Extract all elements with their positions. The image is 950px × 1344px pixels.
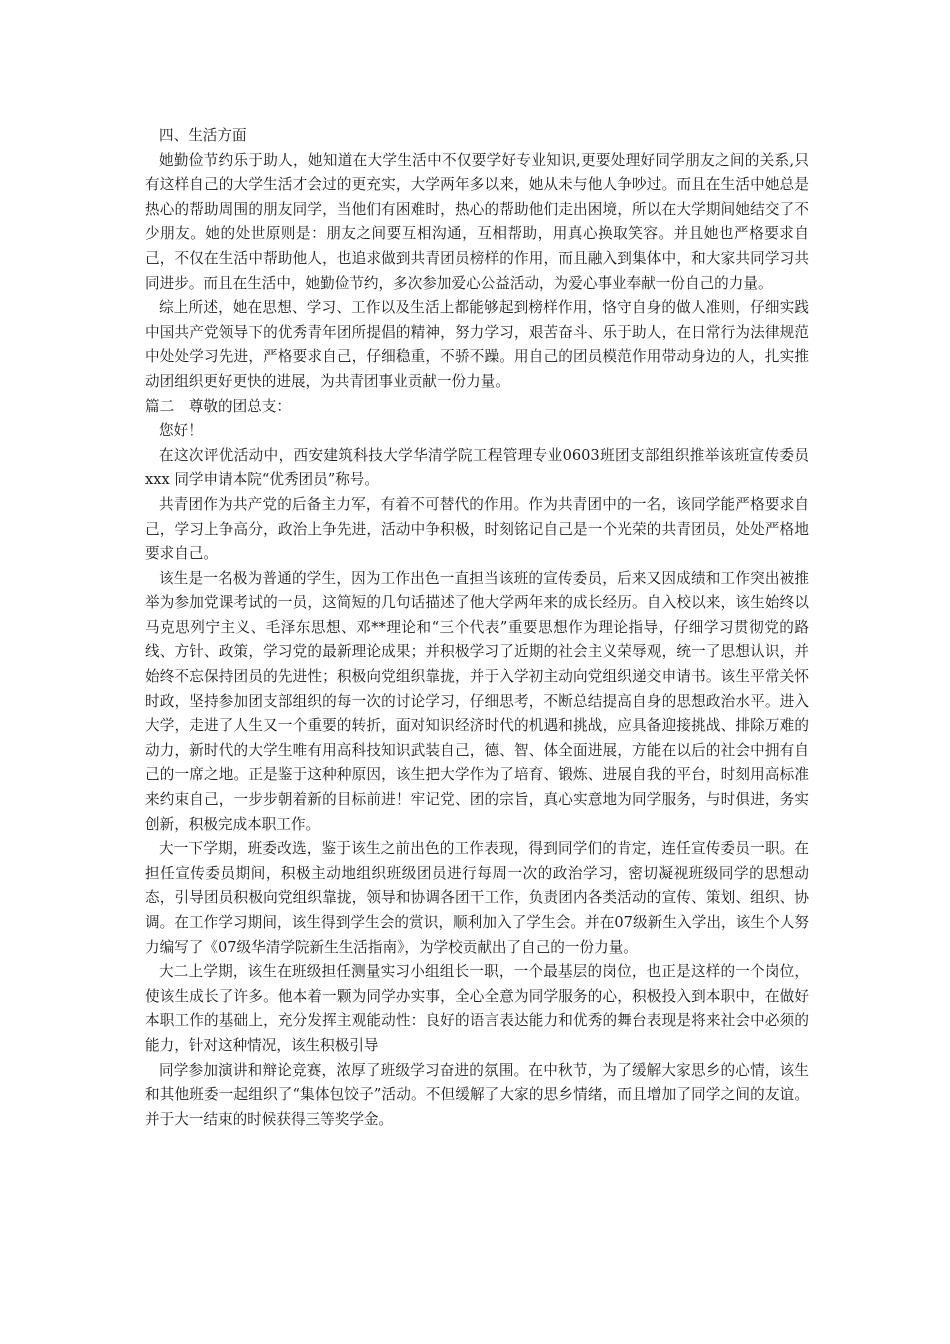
paragraph: 在这次评优活动中，西安建筑科技大学华清学院工程管理专业0603班团支部组织推举该班宣传委员 xxx 同学申请本院“优秀团员”称号。 [145, 446, 809, 489]
greeting: 您好！ [159, 422, 203, 440]
paragraph: 综上所述，她在思想、学习、工作以及生活上都能够起到榜样作用，恪守自身的做人准则，仔细实践中国共产党领导下的优秀青年团所提倡的精神，努力学习，艰苦奋斗、乐于助人，在日常行为法律规范中处处学习先进，严格要求自己，仔细稳重，不骄不躁。用自己的团员模范作用带动身边的人，扎实推动团组织更好更快的进展，为共青团事业贡献一份力量。 [145, 299, 809, 390]
section-heading-part2: 篇二 尊敬的团总支： [145, 397, 291, 415]
paragraph: 同学参加演讲和辩论竞赛，浓厚了班级学习奋进的氛围。在中秋节，为了缓解大家思乡的心情，该生和其他班委一起组织了“集体包饺子”活动。不但缓解了大家的思乡情绪，而且增加了同学之间的友谊。并于大一结束的时候获得三等奖学金。 [145, 1061, 809, 1128]
document-body [145, 124, 809, 1132]
paragraph: 她勤俭节约乐于助人，她知道在大学生活中不仅要学好专业知识,更要处理好同学朋友之间的关系,只有这样自己的大学生活才会过的更充实，大学两年多以来，她从未与他人争吵过。而且在生活中她总是热心的帮助周围的朋友同学，当他们有困难时，热心的帮助他们走出困境，所以在大学期间她结交了不少朋友。她的处世原则是：朋友之间要互相沟通，互相帮助，用真心换取笑容。并且她也严格要求自己，不仅在生活中帮助他人，也追求做到共青团员榜样的作用，而且融入到集体中，和大家共同学习共同进步。而且在生活中，她勤俭节约，多次参加爱心公益活动，为爱心事业奉献一份自己的力量。 [145, 151, 809, 292]
paragraph: 共青团作为共产党的后备主力军，有着不可替代的作用。作为共青团中的一名，该同学能严格要求自己，学习上争高分，政治上争先进，活动中争积极，时刻铭记自己是一个光荣的共青团员，处处严格地要求自己。 [145, 495, 809, 563]
paragraph: 大二上学期，该生在班级担任测量实习小组组长一职，一个最基层的岗位，也正是这样的一个岗位，使该生成长了许多。他本着一颗为同学办实事，全心全意为同学服务的心，积极投入到本职中，在做好本职工作的基础上，充分发挥主观能动性：良好的语言表达能力和优秀的舞台表现是将来社会中必须的能力，针对这种情况，该生积极引导 [145, 963, 809, 1054]
section-heading-life: 四、生活方面 [159, 127, 247, 144]
paragraph: 大一下学期，班委改选，鉴于该生之前出色的工作表现，得到同学们的肯定，连任宣传委员一职。在担任宣传委员期间，积极主动地组织班级团员进行每周一次的政治学习，密切凝视班级同学的思想动态，引导团员积极向党组织靠拢，领导和协调各团干工作，负责团内各类活动的宣传、策划、组织、协调。在工作学习期间，该生得到学生会的赏识，顺利加入了学生会。并在07级新生入学出，该生个人努力编写了《07级华清学院新生生活指南》，为学校贡献出了自己的一份力量。 [145, 840, 809, 956]
paragraph: 该生是一名极为普通的学生，因为工作出色一直担当该班的宣传委员，后来又因成绩和工作突出被推举为参加党课考试的一员，这简短的几句话描述了他大学两年来的成长经历。自入校以来，该生始终以马克思列宁主义、毛泽东思想、邓**理论和“三个代表”重要思想作为理论指导，仔细学习贯彻党的路线、方针、政策，学习党的最新理论成果；并积极学习了近期的社会主义荣辱观，统一了思想认识，并始终不忘保持团员的先进性；积极向党组织靠拢，并于入学初主动向党组织递交申请书。该生平常关怀时政，坚持参加团支部组织的每一次的讨论学习，仔细思考，不断总结提高自身的思想政治水平。进入大学，走进了人生又一个重要的转折，面对知识经济时代的机遇和挑战，应具备迎接挑战、排除万难的动力，新时代的大学生唯有用高科技知识武装自己，德、智、体全面进展，方能在以后的社会中拥有自己的一席之地。正是鉴于这种种原因，该生把大学作为了培育、锻炼、进展自我的平台，时刻用高标准来约束自己，一步步朝着新的目标前进！牢记党、团的宗旨，真心实意地为同学服务，与时俱进，务实创新，积极完成本职工作。 [145, 569, 809, 833]
